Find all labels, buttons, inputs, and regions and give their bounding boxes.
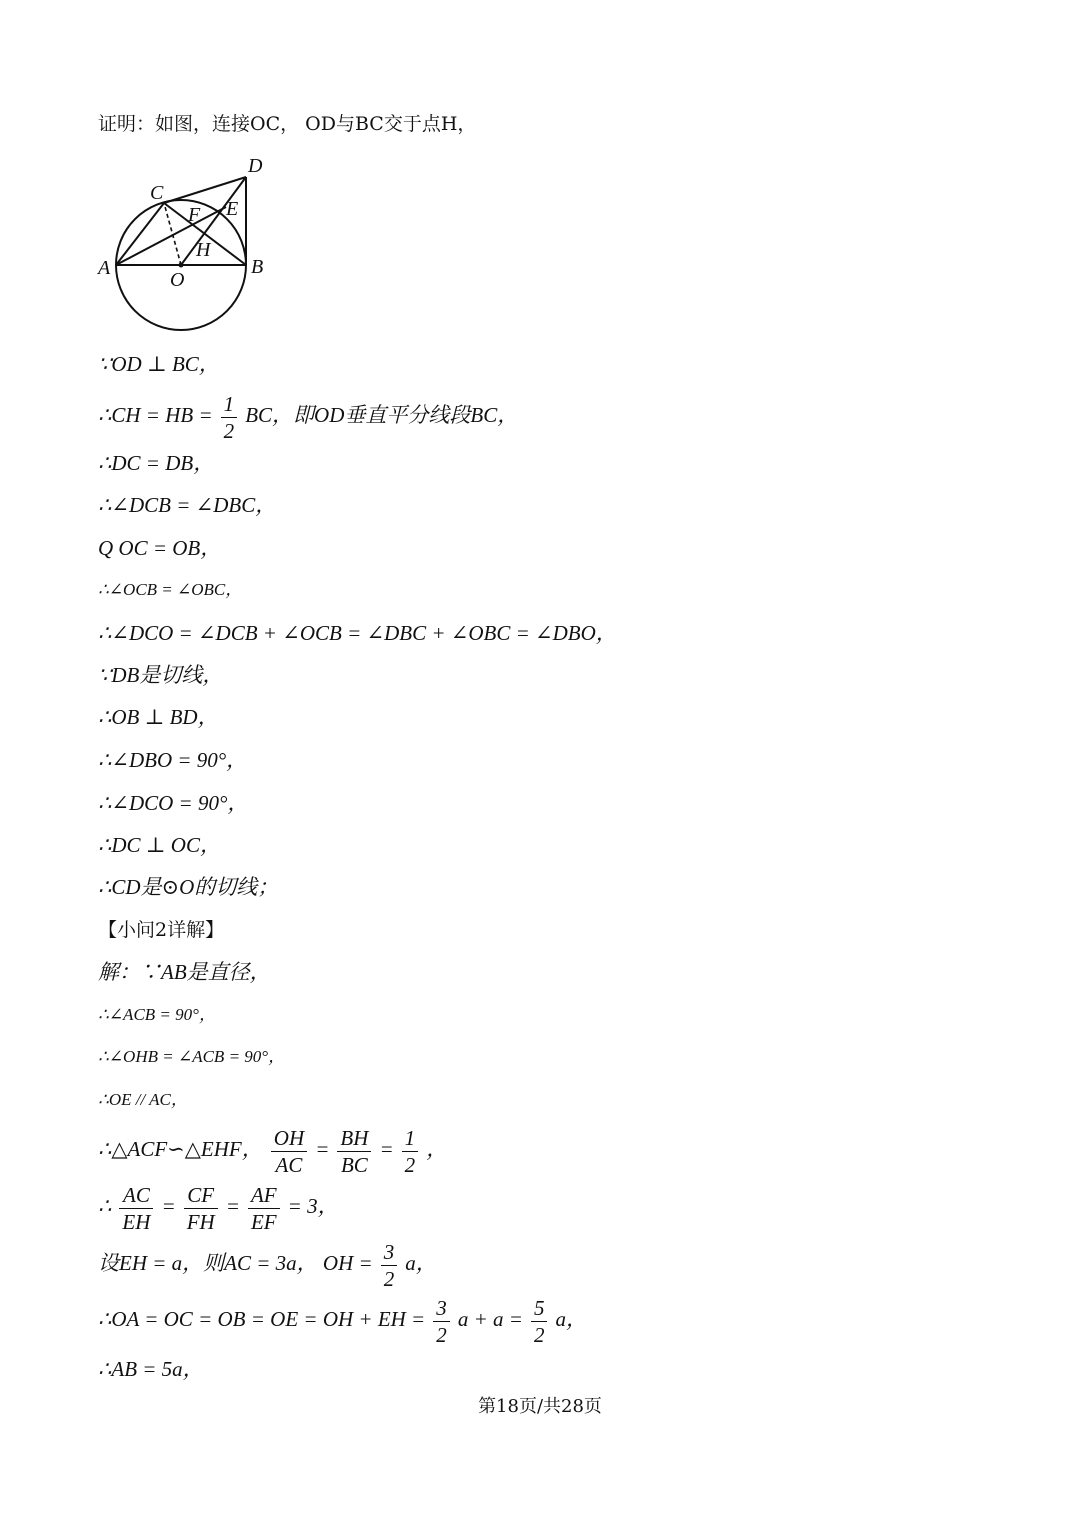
proof-line: ∴CD是⊙O的切线； xyxy=(98,875,279,899)
fraction: $\frac{1}{2}$ xyxy=(221,391,238,444)
fraction: $\frac{AF}{EF}$ xyxy=(248,1182,280,1235)
proof-line: ∴∠OCB = ∠OBC， xyxy=(98,580,243,599)
label-b: B xyxy=(251,256,264,278)
proof-line: ∴DC = DB， xyxy=(98,451,215,475)
label-d: D xyxy=(248,155,263,177)
proof-line: ∴AB = 5a， xyxy=(98,1357,204,1381)
proof-line: ∴DC ⊥ OC， xyxy=(98,833,221,857)
label-h: H xyxy=(196,239,211,261)
fraction: $\frac{OH}{AC}$ xyxy=(271,1125,307,1178)
proof-line: Q OC = OB， xyxy=(98,536,222,560)
fraction: $\frac{CF}{FH}$ xyxy=(184,1182,218,1235)
page-footer: 第18页/共28页 xyxy=(478,1396,602,1417)
proof-line: ∴∠OHB = ∠ACB = 90°， xyxy=(98,1047,286,1066)
proof-line: ∴∠DCB = ∠DBC， xyxy=(98,493,277,517)
section-heading: 【小问2详解】 xyxy=(98,919,225,941)
proof-line: ∵DB是切线， xyxy=(98,663,224,687)
proof-line: ∴∠DCO = ∠DCB + ∠OCB = ∠DBC + ∠OBC = ∠DBO， xyxy=(98,621,617,645)
center-point xyxy=(179,263,184,268)
geometry-figure xyxy=(94,152,284,337)
label-a: A xyxy=(98,257,111,279)
fraction: $\frac{5}{2}$ xyxy=(531,1295,548,1348)
proof-line: ∴OB ⊥ BD， xyxy=(98,705,219,729)
proof-line: 设EH = a，则AC = 3a， OH = $\frac{3}{2}$ a， xyxy=(98,1239,437,1291)
fraction: $\frac{3}{2}$ xyxy=(381,1239,398,1292)
proof-line: ∴CH = HB = $\frac{1}{2}$ BC，即OD垂直平分线段BC， xyxy=(98,391,519,443)
fraction: $\frac{1}{2}$ xyxy=(402,1125,419,1178)
proof-line: ∵OD ⊥ BC， xyxy=(98,352,220,376)
proof-intro: 证明：如图，连接OC， OD与BC交于点H， xyxy=(98,113,477,135)
segment-oc-dashed xyxy=(164,203,181,265)
proof-line: ∴∠ACB = 90°， xyxy=(98,1005,216,1024)
proof-line: 解：∵AB是直径， xyxy=(98,960,271,984)
fraction: $\frac{AC}{EH}$ xyxy=(119,1182,153,1235)
label-e: E xyxy=(226,198,239,220)
proof-line: ∴OE // AC， xyxy=(98,1090,188,1109)
label-c: C xyxy=(150,182,164,204)
proof-line: ∴OA = OC = OB = OE = OH + EH = $\frac{3}{2}$ a + a = $\frac{5}{2}$ a， xyxy=(98,1295,588,1347)
label-f: F xyxy=(188,204,201,226)
label-o: O xyxy=(170,269,185,291)
proof-line: ∴△ACF∽△EHF， $\frac{OH}{AC}$ = $\frac{BH}{BC}$ = $\frac{1}{2}$ ， xyxy=(98,1125,448,1177)
proof-line: ∴ $\frac{AC}{EH}$ = $\frac{CF}{FH}$ = $\frac{AF}{EF}$ = 3， xyxy=(98,1182,339,1234)
proof-line: ∴∠DBO = 90°， xyxy=(98,748,248,772)
fraction: $\frac{BH}{BC}$ xyxy=(337,1125,371,1178)
proof-line: ∴∠DCO = 90°， xyxy=(98,791,249,815)
fraction: $\frac{3}{2}$ xyxy=(433,1295,450,1348)
